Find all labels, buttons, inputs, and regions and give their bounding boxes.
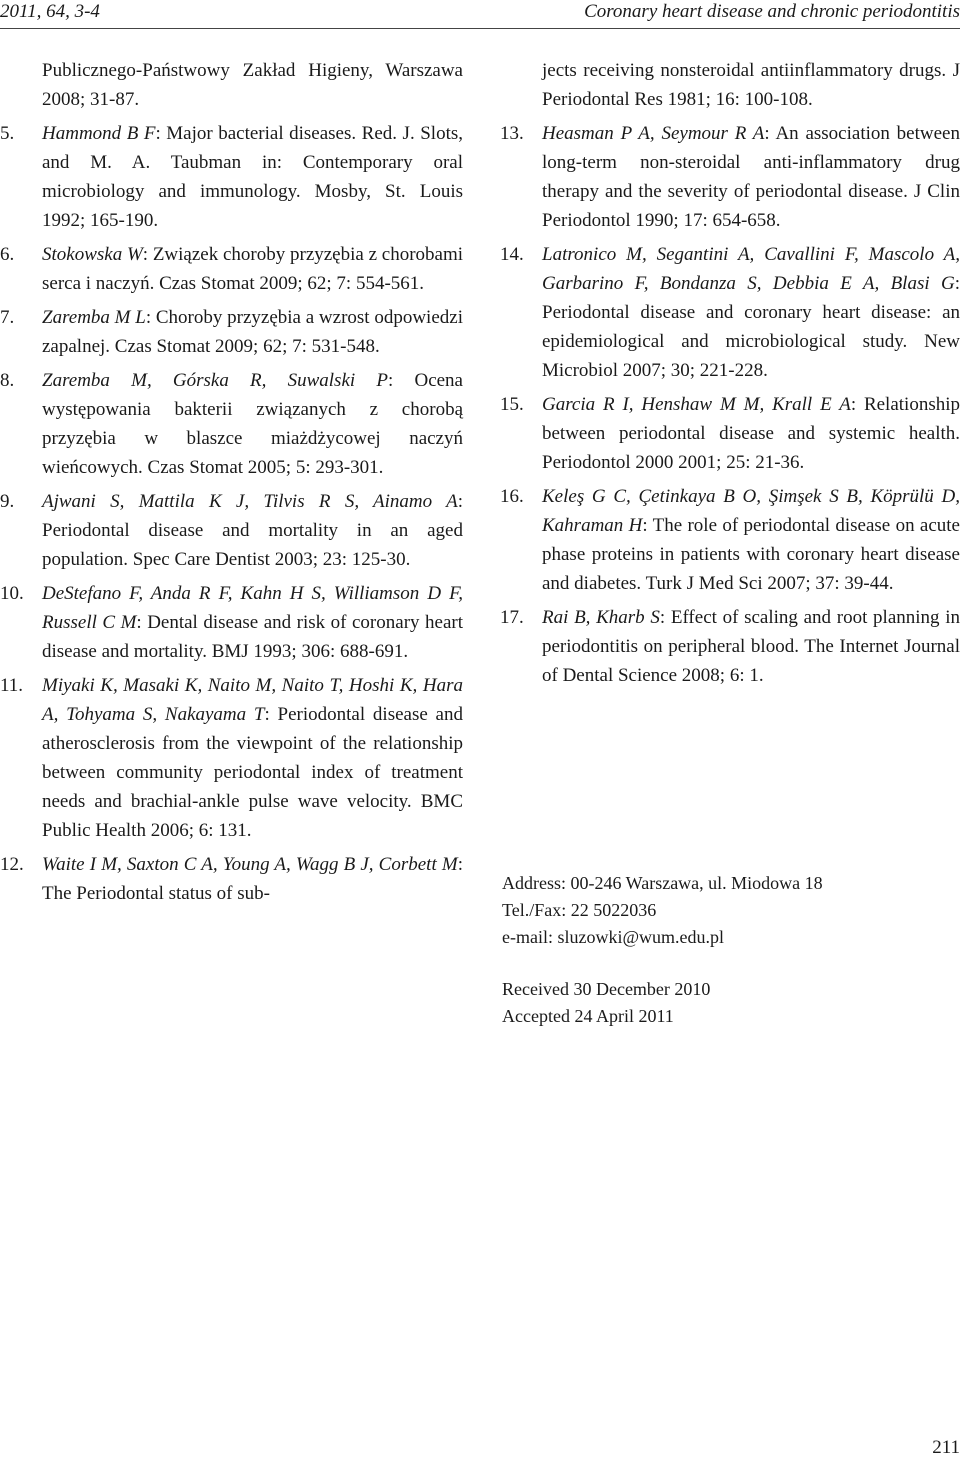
reference-authors: DeStefano F, Anda R F, Kahn H S, Williamson D F, Russell C M [42,583,463,633]
reference-number: 5. [0,123,15,144]
reference-text: Publicznego-Państwowy Zakład Higieny, Warszawa 2008; 31-87. [42,60,463,110]
reference-14 [500,240,960,385]
reference-text: : Effect of scaling and root planning in periodontitis on peripheral blood. The Internet Journal of Dental Science 2008; 6: 1. [542,607,960,686]
reference-number: 13. [500,123,524,144]
reference-text: : Major bacterial diseases. Red. J. Slots, and M. A. Taubman in: Contemporary oral microbiology and immunology. Mosby, St. Louis 1992; 165-190. [42,123,463,231]
accepted-date: Accepted 24 April 2011 [502,1006,674,1026]
reference-10 [0,579,463,666]
reference-number: 11. [0,675,24,696]
reference-text: : Ocena występowania bakterii związanych z chorobą przyzębia w blaszce miażdżycowej naczyń wieńcowych. Czas Stomat 2005; 5: 293-301. [42,370,463,478]
reference-authors: Garcia R I, Henshaw M M, Krall E A [542,394,851,415]
reference-authors: Heasman P A, Seymour R A [542,123,765,144]
reference-12 [0,850,463,908]
reference-text: : The role of periodontal disease on acute phase proteins in patients with coronary heart disease and diabetes. Turk J Med Sci 2007; 37: 39-44. [542,515,960,594]
page-number: 211 [932,1437,960,1458]
reference-8 [0,366,463,482]
reference-number: 14. [500,244,524,265]
journal-issue: 2011, 64, 3-4 [0,1,100,22]
reference-number: 15. [500,394,524,415]
reference-authors: Ajwani S, Mattila K J, Tilvis R S, Ainamo A [42,491,458,512]
address-line: Address: 00-246 Warszawa, ul. Miodowa 18 [502,873,823,893]
reference-text: : Relationship between periodontal disease and systemic health. Periodontol 2000 2001; 25: 21-36. [542,394,960,473]
email-line: e-mail: sluzowki@wum.edu.pl [502,927,725,947]
reference-number: 8. [0,370,15,391]
reference-number: 17. [500,607,524,628]
running-header [0,0,960,29]
reference-text: : Związek choroby przyzębia z chorobami serca i naczyń. Czas Stomat 2009; 62; 7: 554-561. [42,244,464,294]
reference-11 [0,671,463,845]
reference-authors: Keleş G C, Çetinkaya B O, Şimşek S B, Köprülü D, Kahraman H [542,486,960,536]
reference-authors: Latronico M, Segantini A, Cavallini F, Mascolo A, Garbarino F, Bondanza S, Debbia E A, Blasi G [542,244,960,294]
reference-number: 6. [0,244,15,265]
article-dates [502,976,710,1030]
correspondence-address [502,870,823,951]
reference-text: : Dental disease and risk of coronary heart disease and mortality. BMJ 1993; 306: 688-691. [42,612,463,662]
reference-number: 10. [0,583,24,604]
reference-7 [0,303,463,361]
received-date: Received 30 December 2010 [502,979,711,999]
reference-authors: Miyaki K, Masaki K, Naito M, Naito T, Hoshi K, Hara A, Tohyama S, Nakayama T [42,675,463,725]
reference-5 [0,119,463,235]
reference-number: 12. [0,854,24,875]
reference-9 [0,487,463,574]
reference-text: : Choroby przyzębia a wzrost odpowiedzi zapalnej. Czas Stomat 2009; 62; 7: 531-548. [42,307,463,357]
reference-number: 7. [0,307,15,328]
reference-authors: Stokowska W [42,244,143,265]
reference-6 [0,240,463,298]
reference-15 [500,390,960,477]
reference-13 [500,119,960,235]
reference-text: : An association between long-term non-steroidal anti-inflammatory drug therapy and the severity of periodontal disease. J Clin Periodontol 1990; 17: 654-658. [542,123,960,231]
reference-authors: Hammond B F [42,123,156,144]
right-column [500,56,960,695]
reference-authors: Zaremba M L [42,307,146,328]
left-column [0,56,463,913]
reference-number: 16. [500,486,524,507]
reference-text: : Periodontal disease and coronary heart disease: an epidemiological and microbiological study. New Microbiol 2007; 30; 221-228. [542,273,960,381]
reference-text: : Periodontal disease and mortality in an aged population. Spec Care Dentist 2003; 23: 125-30. [42,491,463,570]
article-short-title: Coronary heart disease and chronic periodontitis [584,1,960,22]
reference-continuation [500,56,960,114]
reference-text: : The Periodontal status of sub- [42,854,463,904]
reference-17 [500,603,960,690]
reference-text: jects receiving nonsteroidal antiinflammatory drugs. J Periodontal Res 1981; 16: 100-108. [542,60,960,110]
reference-text: : Periodontal disease and atherosclerosis from the viewpoint of the relationship between community periodontal index of treatment needs and brachial-ankle pulse wave velocity. BMC Public Health 2006; 6: 131. [42,704,463,841]
reference-authors: Waite I M, Saxton C A, Young A, Wagg B J, Corbett M [42,854,458,875]
reference-16 [500,482,960,598]
reference-authors: Rai B, Kharb S [542,607,660,628]
reference-continuation [0,56,463,114]
reference-number: 9. [0,491,15,512]
phone-fax-line: Tel./Fax: 22 5022036 [502,900,657,920]
reference-authors: Zaremba M, Górska R, Suwalski P [42,370,388,391]
